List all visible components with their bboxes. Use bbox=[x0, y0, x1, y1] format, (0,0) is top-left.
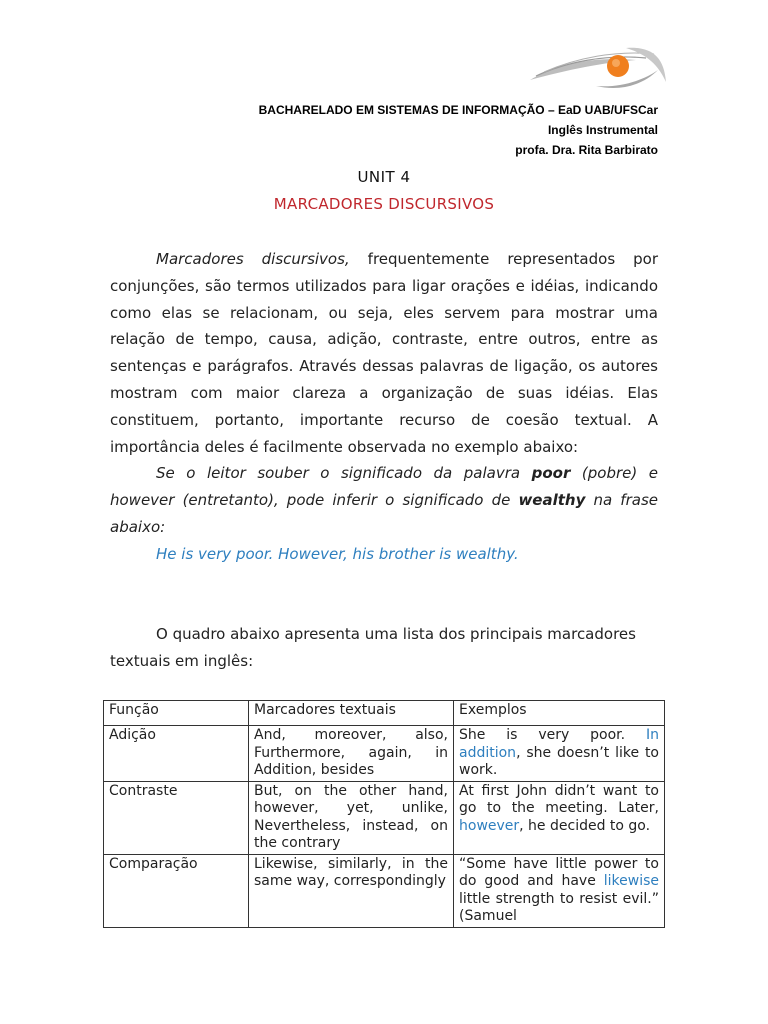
table-row bbox=[104, 781, 665, 854]
intro-paragraph bbox=[110, 246, 658, 460]
table-row bbox=[104, 726, 665, 782]
highlighted-marker: however bbox=[459, 817, 520, 834]
table-intro-paragraph: O quadro abaixo apresenta uma lista dos principais marcadores textuais em inglês: bbox=[110, 625, 636, 670]
university-logo bbox=[526, 42, 668, 102]
section-subtitle: MARCADORES DISCURSIVOS bbox=[273, 195, 495, 213]
cell-function: Comparação bbox=[104, 854, 249, 927]
cell-function: Adição bbox=[104, 726, 249, 782]
markers-table bbox=[103, 700, 665, 928]
header-markers: Marcadores textuais bbox=[249, 701, 454, 726]
professor-name: profa. Dra. Rita Barbirato bbox=[515, 143, 658, 157]
cell-function: Contraste bbox=[104, 781, 249, 854]
highlighted-marker: In addition bbox=[459, 727, 659, 761]
cell-example: At first John didn’t want to go to the meeting. Later, however, he decided to go. bbox=[454, 781, 665, 854]
header-examples: Exemplos bbox=[454, 701, 665, 726]
word-poor: poor bbox=[531, 464, 571, 483]
table-row bbox=[104, 854, 665, 927]
cell-markers: Likewise, similarly, in the same way, correspondingly bbox=[249, 854, 454, 927]
program-name: BACHARELADO EM SISTEMAS DE INFORMAÇÃO – EaD UAB/UFSCar bbox=[258, 103, 658, 117]
cell-example: “Some have little power to do good and have likewise little strength to resist evil.” (Samuel bbox=[454, 854, 665, 927]
intro-body: frequentemente representados por conjunções, são termos utilizados para ligar orações e idéias, indicando como elas se relacionam, ou seja, eles servem para mostrar uma relação de tempo, causa, adição, contraste, entre outros, entre as sentenças e parágrafos. Através dessas palavras de ligação, os autores mostram com maior clareza a organização de suas idéias. Elas constituem, portanto, importante recurso de coesão textual. A importância deles é facilmente observada no exemplo abaixo: bbox=[110, 250, 658, 456]
document-header bbox=[259, 100, 658, 160]
table-header-row bbox=[104, 701, 665, 726]
example-sentence: He is very poor. However, his brother is wealthy. bbox=[156, 544, 519, 563]
table-intro bbox=[110, 621, 658, 675]
cell-example: She is very poor. In addition, she doesn’t like to work. bbox=[454, 726, 665, 782]
intro-term: Marcadores discursivos, bbox=[156, 250, 350, 268]
example-note: Se o leitor souber o significado da palavra poor (pobre) e however (entretanto), pode inferir o significado de wealthy na frase abaixo: bbox=[110, 464, 658, 536]
course-name: Inglês Instrumental bbox=[547, 123, 658, 137]
word-wealthy: wealthy bbox=[518, 491, 586, 510]
unit-title: UNIT 4 bbox=[357, 168, 411, 186]
header-function: Função bbox=[104, 701, 249, 726]
highlighted-marker: likewise bbox=[603, 873, 659, 889]
cell-markers: But, on the other hand, however, yet, unlike, Nevertheless, instead, on the contrary bbox=[249, 781, 454, 854]
intro-text bbox=[110, 246, 658, 568]
cell-markers: And, moreover, also, Furthermore, again, in Addition, besides bbox=[249, 726, 454, 782]
